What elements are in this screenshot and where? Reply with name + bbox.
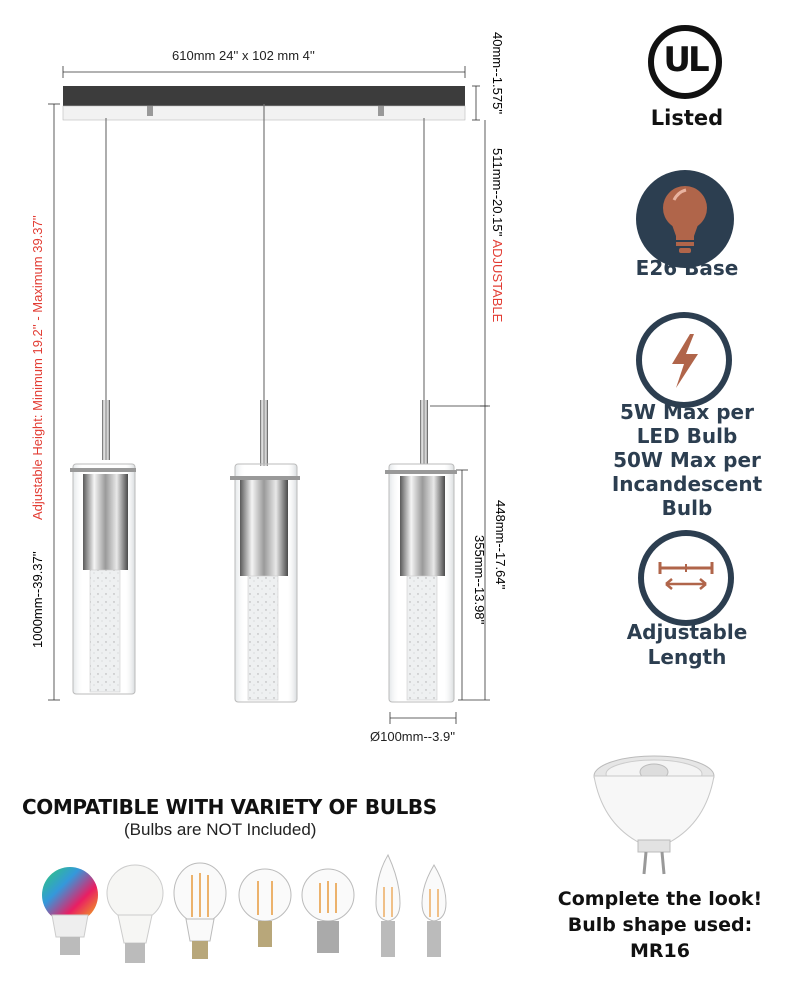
canopy-height-label: 40mm--1.575'' [490,32,505,115]
complete-line-1: Complete the look! [557,888,763,910]
wattage-line-2: LED Bulb [636,424,738,448]
globe-filament-bulb-icon [239,869,291,947]
width-dimension-line [63,66,465,78]
complete-line-3: MR16 [630,940,690,962]
flame-tip-candle-bulb-icon [376,855,400,957]
cord-length-value: 511mm--20.15'' [490,148,505,237]
canopy-height-line [472,86,480,120]
mr16-bulb-icon [588,752,722,878]
adjustable-length-line-1: Adjustable [626,620,748,644]
cord-length-label [490,148,505,322]
adjustable-word: ADJUSTABLE [490,239,505,323]
shade-height-label: 355mm--13.98'' [472,535,487,625]
adjustable-length-line-2: Length [647,645,727,669]
complete-line-2: Bulb shape used: [567,914,753,936]
total-height-line [48,104,60,700]
ul-mark: UL [663,40,707,80]
lightning-bolt-icon [636,312,732,408]
wattage-label [587,400,787,520]
width-label: 610mm 24'' x 102 mm 4'' [172,48,315,63]
shade-height-line [456,470,468,700]
pendant-center [230,104,300,702]
adjustable-height-label: Adjustable Height: Minimum 19.2'' - Maximum 39.37'' [30,215,45,520]
shade-diameter-line [390,712,456,724]
total-height-label: 1000mm--39.37'' [30,551,45,648]
lightbulb-icon [636,170,734,268]
pendant-height-label: 448mm--17.64'' [493,500,508,590]
g16-filament-bulb-icon [302,869,354,953]
pendant-right [385,118,457,702]
wattage-line-1: 5W Max per [620,400,754,424]
complete-the-look [530,886,790,964]
adjustable-length-label [587,620,787,670]
pendant-left [70,118,136,694]
rgb-smart-bulb-icon [42,867,98,955]
cord-length-line [480,120,490,406]
shade-diameter-label: Ø100mm--3.9'' [370,729,456,744]
ul-logo-icon [648,25,722,99]
wattage-line-3: 50W Max per [613,448,761,472]
wattage-line-4: Incandescent Bulb [611,472,763,520]
torpedo-candle-bulb-icon [422,865,446,957]
edison-filament-bulb-icon [174,863,226,959]
bulb-shapes-row [30,845,460,975]
e26-base-label: E26 Base [635,256,739,280]
bulbs-not-included-note: (Bulbs are NOT Included) [124,820,317,839]
ul-listed-label: Listed [650,106,724,130]
a19-frosted-bulb-icon [107,865,163,963]
compatible-bulbs-title: COMPATIBLE WITH VARIETY OF BULBS [22,795,437,819]
adjustable-length-icon [638,530,734,626]
